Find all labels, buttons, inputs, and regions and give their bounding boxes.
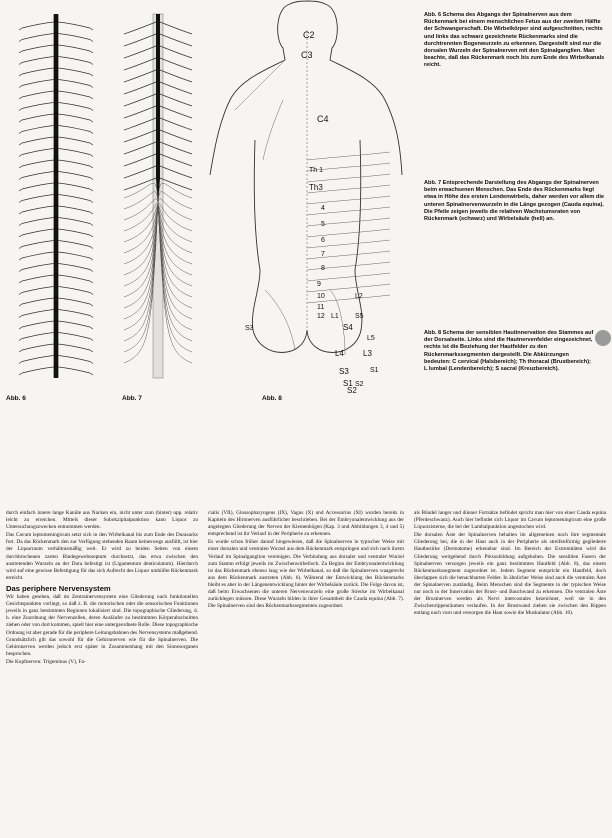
dermatome-label: 10 (317, 293, 325, 300)
dermatome-label: C2 (303, 30, 315, 40)
text-column-2 (208, 510, 404, 611)
dermatome-label: 8 (321, 265, 325, 272)
dermatome-boundary (307, 273, 390, 281)
figure-7-adult-spinal-cord (108, 8, 208, 388)
dermatome-label: L4 (335, 349, 344, 358)
dermatome-label: S3 (339, 367, 349, 376)
dermatome-label: C3 (301, 50, 313, 60)
dermatome-label: 9 (317, 281, 321, 288)
paragraph: Das Cavum leptomeningicum setzt sich in den Wirbelkanal bis zum Ende des Durasacks fort. Da das Rückenmark den zur Verfügung stehenden Raum keineswegs ausfüllt, ist hier der Liquorraum verhältnismäßig weit. Er wird zu beiden Seiten von einem durchbrochenen zarten Bindegewebsseptum durchsetzt, das etwa zwischen den austretenden Wurzeln an der Dura befestigt ist (Ligamentum denticulatum). Hierdurch wird auf eine gewisse Befestigung für das sich Aufrecht des Liquor umhüllte Rückenmark erreicht. (6, 532, 198, 581)
dermatome-label: 4 (321, 205, 325, 212)
dermatome-label: S3 (245, 325, 254, 332)
dermatome-label: 5 (321, 221, 325, 228)
paragraph: Die Kopfnerven: Trigeminus (V), Fa- (6, 658, 86, 665)
figure-8-dermatome-diagram (205, 0, 410, 395)
dermatome-label: S4 (343, 323, 353, 332)
dermatome-label: 6 (321, 237, 325, 244)
caption-figure-8: Abb. 8 Schema der sensiblen Hautinnervation des Stammes auf der Dorsalseite. Links sind die Hautnervenfelder eingezeichnet, rechts ist die Beziehung der Hautfelder zu den Rückenmarkssegmenten dargestellt. Die Abkürzungen bedeuten: C cervical (Halsbereich); Th thoracal (Brustbereich); L lumbal (Lendenbereich); S sacral (Kreuzbereich). (424, 330, 594, 373)
punch-hole (595, 330, 611, 346)
dermatome-boundary (307, 152, 390, 160)
dermatome-label: Th3 (309, 183, 323, 192)
paragraph: Die dorsalen Äste der Spinalnerven behalten im allgemeinen noch ihre segmentale Gliederung bei, die in der Haut auch in der Peripherie als streifenförmig gegliederte Hautbezirke (Dermatome) erkennbar sind. Im Bereich der Extremitäten wird die Gliederung weitgehend durch Plexusbildung aufgehoben. Die sensiblen Fasern der Spinalnerven versorgen jeweils ein ganz bestimmtes Hautfeld (Abb. 8), das einem Rückenmarkssegment zugeordnet ist. Jedem Segment entspricht ein Hautfeld, doch überlappen sich die benachbarten Felder. In ähnlicher Weise sind auch die ventralen Äste der Spinalnerven zuständig. Beim Menschen sind die Segmente in der typischen Weise nur noch in der Innervation der Brust- und Bauchwand zu erkennen. Die ventralen Äste der Brustnerven werden als Nervi intercostales bezeichnet, weil sie in den Zwischenrippenräumen verlaufen. In der Brustwand ziehen sie zwischen den Rippen entlang nach vorn und versorgen die Haut sowie die Muskulatur (Abb. 10). (414, 532, 606, 617)
paragraph: Es wurde schon früher darauf hingewiesen, daß die Spinalnerven in typischer Weise mit einer dorsalen und ventralen Wurzel aus dem Rückenmark entspringen und sich nach ihrem Verlauf im Spinalganglion vereinigen. Die Verbindung aus dorsaler und ventraler Wurzel zum Stamm erfolgt jeweils im Zwischenwirbelloch. Zu Beginn der Embryonalentwicklung ist das Rückenmark ebenso lang wie der Wirbelkanal, so daß die Spinalnerven waagerecht aus dem Rückenmark austreten (Abb. 6). Während der Entwicklung des Rückenmarks bleibt es aber in der Längenentwicklung hinter der Wirbelsäule zurück. Die Folge davon ist, daß beim Erwachsenen die unteren Nervenwurzeln eine große Strecke im Wirbelkanal zurücklegen müssen. Diese Wurzeln bilden in ihrer Gesamtheit die Cauda equina (Abb. 7). Die Spinalnerven sind den Rückenmarkssegmenten zugeordnet. (208, 539, 404, 610)
dermatome-boundary (307, 174, 390, 182)
dermatome-label: S2 (355, 381, 364, 388)
dermatome-label: S5 (355, 313, 364, 320)
caption-figure-6: Abb. 6 Schema des Abgangs der Spinalnerven aus dem Rückenmark bei einem menschlichen Fetus aus der zweiten Hälfte der Schwangerschaft. Die Wirbelkörper sind aufgeschnitten, rechts und links das schwarz gezeichnete Rückenmarks sind die durchtrennten Bogenwurzeln zu erkennen. Dargestellt sind nur die dorsalen Wurzeln der Spinalnerven mit den Spinalganglien. Man beachte, daß das Rückenmark noch bis zum Ende des Wirbelkanals reicht. (424, 12, 605, 69)
dermatome-label: 12 (317, 313, 325, 320)
paragraph: Wir haben gesehen, daß im Zentralnervensystem eine Gliederung nach funktionellen Gesichtspunkten vorliegt, so daß z. B. die motorischen oder die sensorischen Funktionen jeweils in ganz bestimmten Regionen lokalisiert sind. Die topographische Gliederung, d. h. eine Zuordnung der Nervenzellen, deren Ausläufer zu bestimmten Körperabschnitten ziehen oder von dort kommen, spielt hier eine untergeordnete Rolle. Diese topographische Ordnung ist aber gerade für die periphere Leitungsbahnen des Nervensystems maßgebend. Grundsätzlich gilt das sowohl für die Gehirnnerven wie für die Spinalnerven. Die Gehirnnerven werden jedoch erst später in Zusammenhang mit den Sinnesorganen besprochen. (6, 594, 198, 657)
dermatome-boundary (307, 218, 390, 226)
figure-6-fetal-spinal-cord (4, 8, 108, 388)
dermatome-label: 11 (317, 304, 325, 311)
dermatome-boundary (307, 207, 390, 215)
dermatome-boundary (307, 240, 390, 248)
dermatome-label: S1 (343, 379, 353, 388)
dermatome-boundary (307, 229, 390, 237)
paragraph: als Bündel langer und dünner Fortsätze befindet spricht man hier von einer Cauda equina (Pferdeschwanz). Auch hier befindet sich Liquor im Cavum leptomeningicum eine große Liquorzisterne, die bei der Lumbalpunktion angestochen wird. (414, 510, 606, 531)
dermatome-label: L3 (363, 349, 372, 358)
dermatome-label: S2 (347, 386, 357, 395)
dermatome-boundary (307, 262, 390, 270)
dermatome-label: S1 (370, 367, 379, 374)
dermatome-label: L5 (367, 335, 375, 342)
dermatome-label: C4 (317, 114, 329, 124)
dermatome-boundary (307, 251, 390, 259)
dermatome-label: 7 (321, 251, 325, 258)
dermatome-label: L2 (355, 293, 363, 300)
section-heading: Das periphere Nervensystem (6, 583, 111, 593)
dermatome-boundary (307, 196, 390, 204)
dermatome-label: L1 (331, 313, 339, 320)
paragraph: cialis (VII), Glossopharyngeus (IX), Vagus (X) und Accessorius (XI) wurden bereits in Kapiteln des Hirnnerven ausführlicher beschrieben. Bei der Embryonalentwicklung aus der angelegten Gliederung der Nerven der Kiemenbögen (Kap. 3 und Abbildungen 3, 4 und 5) entsprechend ist ihr Verlauf in der Peripherie zu erkennen. (208, 510, 404, 538)
caption-figure-7: Abb. 7 Entsprechende Darstellung des Abgangs der Spinalnerven beim erwachsenen Menschen. Das Ende des Rückenmarks liegt etwa in Höhe des ersten Lendenwirbels, daher werden vor allem die unteren Spinalnervenwurzeln in die Länge gezogen (Cauda equina). Die Pfeile zeigen jeweils die relativen Wachstumsraten von Rückenmark (schwarz) und Wirbelsäule (hell) an. (424, 180, 604, 223)
paragraph: durch einfach innere lange Kanüle aus Nacken ein, nicht unter zum (hinter) upp. relativ leicht zu erreichen. Mittels dieser Subokzipitalpunktion kann Liquor zu Untersuchungszwecken entnommen werden. (6, 510, 198, 531)
figure-7-label: Abb. 7 (122, 395, 142, 402)
dermatome-label: Th 1 (309, 167, 324, 174)
figure-8-label: Abb. 8 (262, 395, 282, 402)
text-column-3 (414, 510, 606, 618)
text-column-1 (6, 510, 198, 667)
figure-6-label: Abb. 6 (6, 395, 26, 402)
